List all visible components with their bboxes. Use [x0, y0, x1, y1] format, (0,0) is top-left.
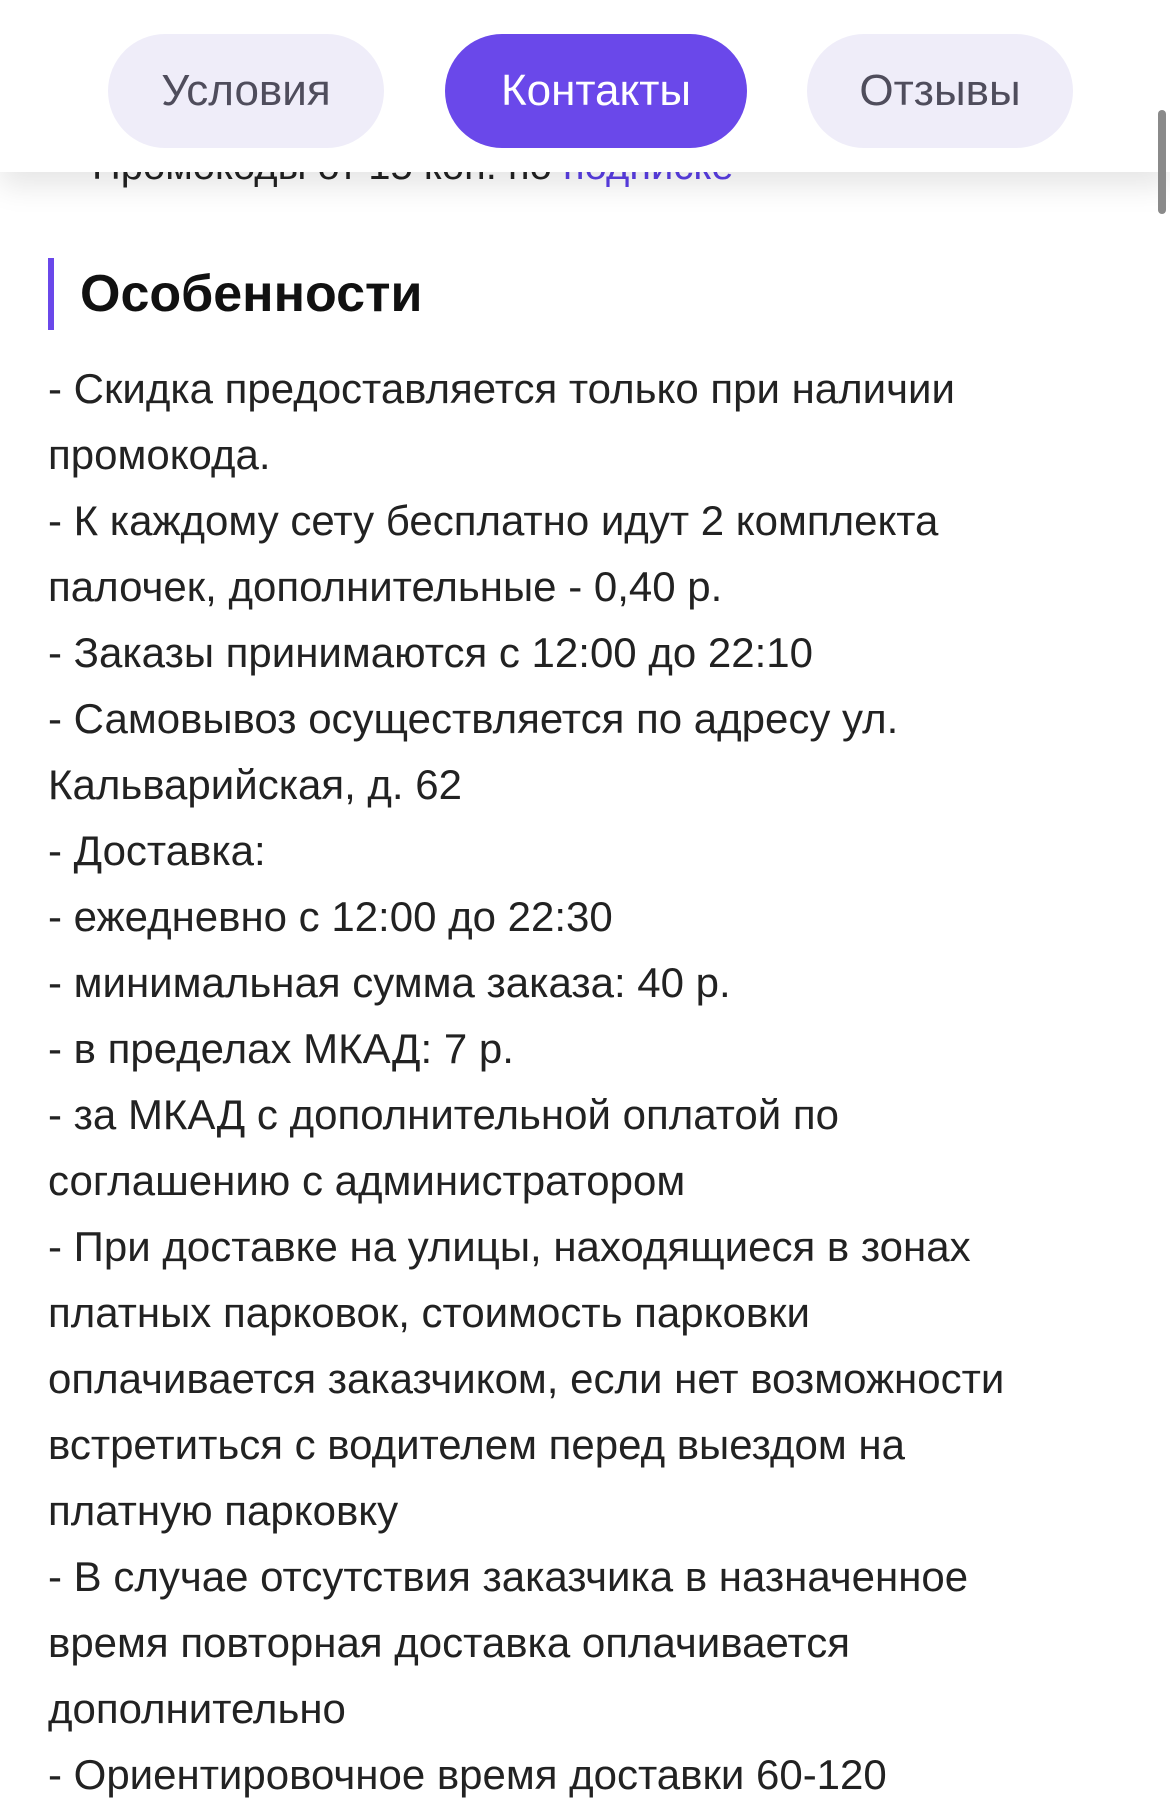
features-line: - за МКАД с дополнительной оплатой по: [48, 1091, 839, 1138]
tab-reviews[interactable]: Отзывы: [807, 34, 1073, 148]
features-line: - ежедневно с 12:00 до 22:30: [48, 893, 613, 940]
tab-bar: [0, 0, 1170, 172]
tabs: [0, 34, 1170, 148]
features-line: палочек, дополнительные - 0,40 р.: [48, 563, 723, 610]
features-line: Кальварийская, д. 62: [48, 761, 462, 808]
features-line: - Заказы принимаются с 12:00 до 22:10: [48, 629, 813, 676]
features-line: соглашению с администратором: [48, 1157, 686, 1204]
features-line: - Скидка предоставляется только при наличии: [48, 365, 955, 412]
features-line: - К каждому сету бесплатно идут 2 комплекта: [48, 497, 939, 544]
features-line: дополнительно: [48, 1685, 346, 1732]
features-line: - В случае отсутствия заказчика в назначенное: [48, 1553, 969, 1600]
features-line: - При доставке на улицы, находящиеся в зонах: [48, 1223, 971, 1270]
tab-conditions[interactable]: Условия: [108, 34, 384, 148]
tab-contacts[interactable]: Контакты: [445, 34, 747, 148]
features-line: - минимальная сумма заказа: 40 р.: [48, 959, 731, 1006]
features-line: - Самовывоз осуществляется по адресу ул.: [48, 695, 899, 742]
scrollbar[interactable]: [1158, 110, 1166, 214]
features-line: - Ориентировочное время доставки 60-120: [48, 1751, 887, 1798]
features-line: промокода.: [48, 431, 271, 478]
features-line: встретиться с водителем перед выездом на: [48, 1421, 905, 1468]
features-line: платную парковку: [48, 1487, 399, 1534]
features-line: - в пределах МКАД: 7 р.: [48, 1025, 514, 1072]
section-title: Особенности: [48, 258, 422, 330]
features-line: время повторная доставка оплачивается: [48, 1619, 850, 1666]
features-text: [48, 356, 1118, 1808]
features-line: платных парковок, стоимость парковки: [48, 1289, 810, 1336]
features-line: оплачивается заказчиком, если нет возможности: [48, 1355, 1005, 1402]
features-line: - Доставка:: [48, 827, 266, 874]
